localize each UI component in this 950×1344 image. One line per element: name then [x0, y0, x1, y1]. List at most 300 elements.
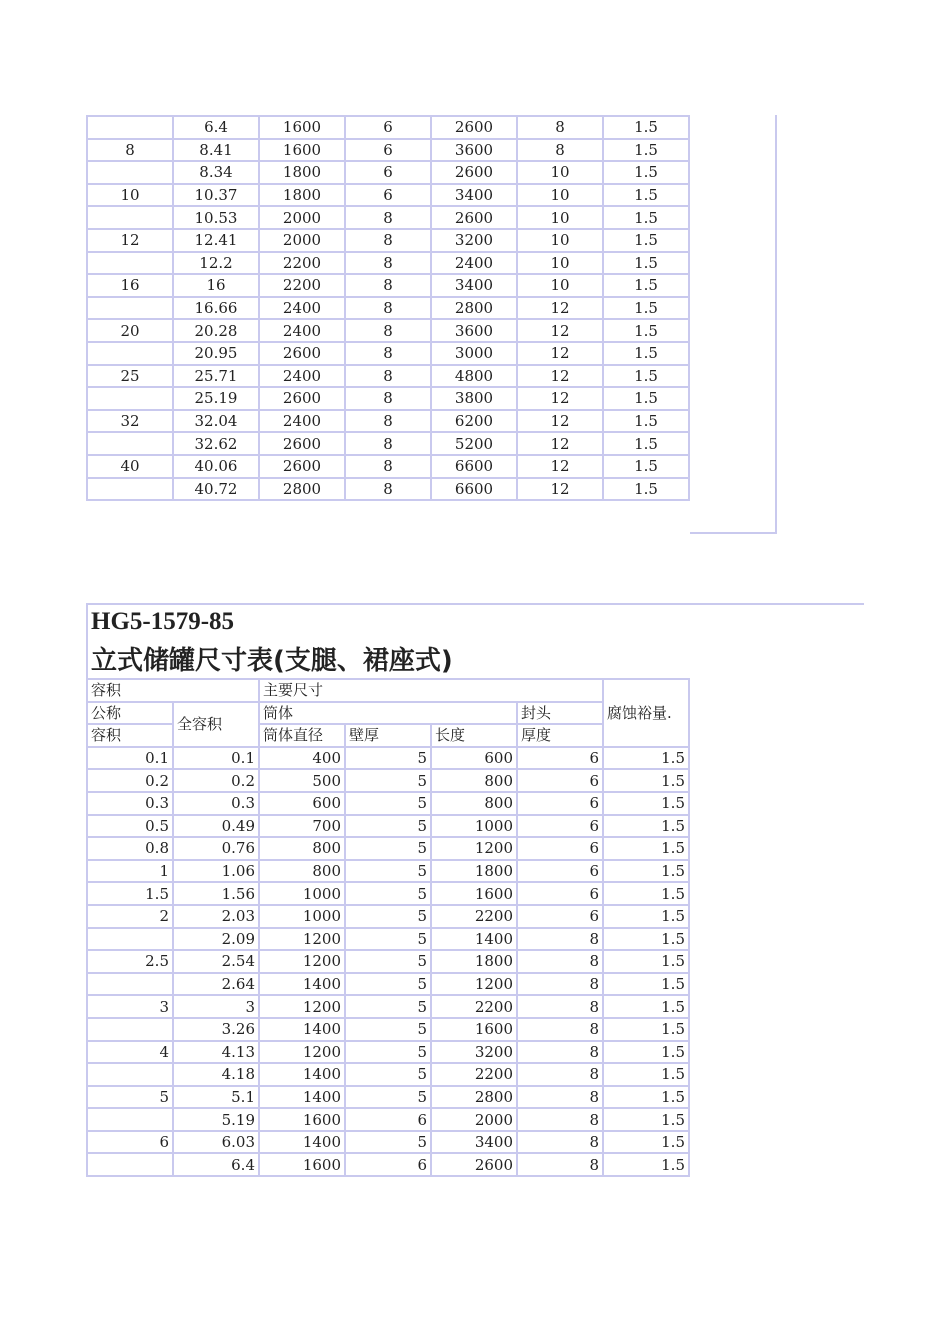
table-cell: 5	[345, 792, 431, 815]
table-cell: 10	[87, 184, 173, 207]
table-cell: 1400	[259, 1131, 345, 1154]
table-cell: 6	[345, 139, 431, 162]
table-cell: 800	[431, 769, 517, 792]
table-cell: 800	[259, 837, 345, 860]
table-cell: 8	[345, 387, 431, 410]
table-cell: 2800	[431, 297, 517, 320]
table-cell: 5	[345, 860, 431, 883]
table-row	[87, 1131, 689, 1154]
table-cell: 2600	[259, 455, 345, 478]
table-cell: 10.37	[173, 184, 259, 207]
table-cell: 1400	[259, 1086, 345, 1109]
table-cell: 12	[87, 229, 173, 252]
table-cell: 4	[87, 1041, 173, 1064]
table-cell: 1.5	[603, 116, 689, 139]
header-wall-thickness: 壁厚	[345, 724, 431, 747]
table-cell: 1.5	[603, 478, 689, 501]
table-cell: 1800	[431, 950, 517, 973]
table-row	[87, 297, 689, 320]
table-cell: 12	[517, 365, 603, 388]
tank-dimension-body	[87, 747, 689, 1176]
table-cell: 8	[345, 455, 431, 478]
table-cell: 12	[517, 342, 603, 365]
table-cell: 32.62	[173, 432, 259, 455]
table-cell: 1.06	[173, 860, 259, 883]
table-cell: 1.5	[603, 1153, 689, 1176]
table-cell: 10	[517, 252, 603, 275]
table-cell	[87, 432, 173, 455]
table-cell: 3400	[431, 1131, 517, 1154]
table-row	[87, 1018, 689, 1041]
table-row	[87, 950, 689, 973]
table-title: 立式储罐尺寸表(支腿、裙座式)	[91, 646, 453, 676]
table-cell: 2.54	[173, 950, 259, 973]
table-cell: 2800	[259, 478, 345, 501]
table-row	[87, 274, 689, 297]
table-cell: 3200	[431, 1041, 517, 1064]
table-cell: 8	[345, 365, 431, 388]
table-cell: 2400	[259, 365, 345, 388]
table-cell: 25.19	[173, 387, 259, 410]
table-cell: 0.2	[173, 769, 259, 792]
table-cell: 8	[345, 252, 431, 275]
table-row	[87, 1063, 689, 1086]
table-row	[87, 365, 689, 388]
table-cell: 0.3	[87, 792, 173, 815]
table-cell: 8	[517, 1153, 603, 1176]
table-cell: 1.5	[603, 274, 689, 297]
table-cell: 1.5	[87, 882, 173, 905]
header-corrosion: 腐蚀裕量.	[603, 679, 689, 747]
table-cell: 10	[517, 184, 603, 207]
table-cell: 5.1	[173, 1086, 259, 1109]
table-cell: 8.41	[173, 139, 259, 162]
table-cell: 6	[345, 1153, 431, 1176]
table-row	[87, 792, 689, 815]
table-cell: 5	[87, 1086, 173, 1109]
table-row	[87, 161, 689, 184]
table-cell: 1400	[259, 1018, 345, 1041]
table-cell: 12	[517, 455, 603, 478]
table-row	[87, 184, 689, 207]
table-row	[87, 252, 689, 275]
header-full-capacity: 全容积	[173, 702, 259, 747]
header-length: 长度	[431, 724, 517, 747]
header-capacity-2: 容积	[87, 724, 173, 747]
table-cell: 2600	[259, 432, 345, 455]
table-cell: 6.03	[173, 1131, 259, 1154]
table-cell: 2200	[431, 995, 517, 1018]
table-cell	[87, 252, 173, 275]
table-cell: 8	[345, 319, 431, 342]
table-cell: 800	[259, 860, 345, 883]
table-cell: 5	[345, 1063, 431, 1086]
table-cell: 6	[517, 815, 603, 838]
table-cell: 8.34	[173, 161, 259, 184]
table-cell	[87, 1063, 173, 1086]
table-row	[87, 905, 689, 928]
table-cell: 1.5	[603, 297, 689, 320]
header-row-2	[87, 702, 689, 725]
table-cell: 10	[517, 274, 603, 297]
header-shell: 筒体	[259, 702, 517, 725]
table-cell: 0.3	[173, 792, 259, 815]
table-cell: 8	[345, 410, 431, 433]
section-frame-left	[86, 603, 88, 683]
table-cell: 1.5	[603, 1063, 689, 1086]
table-cell: 6	[517, 860, 603, 883]
table-row	[87, 455, 689, 478]
table-row	[87, 837, 689, 860]
table-cell: 16	[87, 274, 173, 297]
table-cell	[87, 387, 173, 410]
table-cell: 1.5	[603, 882, 689, 905]
table-cell: 8	[345, 478, 431, 501]
table-cell: 2400	[259, 410, 345, 433]
table-cell: 6	[345, 184, 431, 207]
table-cell: 5	[345, 973, 431, 996]
table-cell: 1.5	[603, 365, 689, 388]
table-cell: 1000	[259, 905, 345, 928]
table-row	[87, 747, 689, 770]
table-cell: 4800	[431, 365, 517, 388]
table-row	[87, 1041, 689, 1064]
table-cell: 1.5	[603, 747, 689, 770]
table-cell: 5	[345, 950, 431, 973]
table-cell: 1.5	[603, 995, 689, 1018]
table-cell: 6	[345, 161, 431, 184]
table-continued-body	[87, 116, 689, 500]
table-cell: 3	[173, 995, 259, 1018]
table-cell: 4.13	[173, 1041, 259, 1064]
table-cell: 8	[345, 274, 431, 297]
table-row	[87, 928, 689, 951]
standard-code: HG5-1579-85	[91, 608, 235, 635]
table-cell	[87, 342, 173, 365]
table-cell: 8	[517, 928, 603, 951]
table-row	[87, 229, 689, 252]
table-cell: 2600	[431, 1153, 517, 1176]
table-cell: 3600	[431, 139, 517, 162]
table-cell: 6	[517, 769, 603, 792]
table-cell: 0.2	[87, 769, 173, 792]
table-cell: 40.06	[173, 455, 259, 478]
table-cell: 2	[87, 905, 173, 928]
table-cell: 5200	[431, 432, 517, 455]
table-cell: 1200	[259, 950, 345, 973]
table-cell: 1.5	[603, 1108, 689, 1131]
table-cell: 20.95	[173, 342, 259, 365]
table-cell: 6	[345, 116, 431, 139]
table-cell: 1.5	[603, 928, 689, 951]
table-cell: 1.5	[603, 139, 689, 162]
table-cell: 8	[517, 1131, 603, 1154]
table-cell: 2200	[431, 1063, 517, 1086]
table-cell: 8	[87, 139, 173, 162]
table-cell: 1.5	[603, 1018, 689, 1041]
table-cell: 0.76	[173, 837, 259, 860]
table-cell: 10.53	[173, 206, 259, 229]
header-thickness: 厚度	[517, 724, 603, 747]
table-cell: 1.5	[603, 815, 689, 838]
table-row	[87, 319, 689, 342]
table-frame-bottom	[690, 532, 777, 534]
table-cell: 0.5	[87, 815, 173, 838]
table-cell: 3.26	[173, 1018, 259, 1041]
table-cell: 1600	[259, 116, 345, 139]
table-cell: 2000	[431, 1108, 517, 1131]
table-cell: 10	[517, 161, 603, 184]
table-cell: 5	[345, 928, 431, 951]
table-cell: 5	[345, 1041, 431, 1064]
table-cell: 8	[517, 1063, 603, 1086]
table-row	[87, 1153, 689, 1176]
table-cell: 1200	[259, 995, 345, 1018]
table-cell: 40.72	[173, 478, 259, 501]
table-cell: 6	[517, 792, 603, 815]
table-cell: 10	[517, 229, 603, 252]
table-cell: 5	[345, 995, 431, 1018]
header-row-1	[87, 679, 689, 702]
table-cell: 800	[431, 792, 517, 815]
table-cell: 1600	[259, 1153, 345, 1176]
table-cell: 1.5	[603, 973, 689, 996]
table-cell: 0.49	[173, 815, 259, 838]
table-cell: 8	[517, 1108, 603, 1131]
table-cell: 6600	[431, 455, 517, 478]
table-cell: 5	[345, 769, 431, 792]
table-cell: 2200	[431, 905, 517, 928]
table-cell: 1.5	[603, 410, 689, 433]
table-cell: 1800	[259, 161, 345, 184]
table-cell: 6200	[431, 410, 517, 433]
table-cell: 40	[87, 455, 173, 478]
table-cell: 500	[259, 769, 345, 792]
table-cell: 8	[345, 432, 431, 455]
table-cell: 12	[517, 387, 603, 410]
table-row	[87, 815, 689, 838]
table-cell: 1800	[431, 860, 517, 883]
table-row	[87, 1086, 689, 1109]
table-cell	[87, 928, 173, 951]
table-cell: 2.5	[87, 950, 173, 973]
table-cell: 1600	[259, 139, 345, 162]
table-cell: 20	[87, 319, 173, 342]
table-row	[87, 432, 689, 455]
table-cell: 1.5	[603, 769, 689, 792]
table-cell: 8	[345, 229, 431, 252]
table-cell: 700	[259, 815, 345, 838]
table-row	[87, 1108, 689, 1131]
table-cell	[87, 206, 173, 229]
table-cell: 1.5	[603, 455, 689, 478]
table-row	[87, 139, 689, 162]
table-cell: 3200	[431, 229, 517, 252]
table-cell: 1200	[431, 973, 517, 996]
table-cell: 1800	[259, 184, 345, 207]
table-cell: 6	[517, 747, 603, 770]
table-cell: 5	[345, 882, 431, 905]
table-cell: 8	[517, 139, 603, 162]
table-cell: 5.19	[173, 1108, 259, 1131]
table-cell: 1.5	[603, 252, 689, 275]
table-cell: 1.5	[603, 319, 689, 342]
table-cell: 3400	[431, 184, 517, 207]
table-cell: 2600	[431, 161, 517, 184]
table-cell: 1200	[259, 1041, 345, 1064]
table-cell: 2400	[431, 252, 517, 275]
table-cell: 3400	[431, 274, 517, 297]
header-nominal: 公称	[87, 702, 173, 725]
table-cell: 1.5	[603, 1131, 689, 1154]
table-cell	[87, 161, 173, 184]
table-cell: 32.04	[173, 410, 259, 433]
table-cell: 6	[517, 837, 603, 860]
table-cell: 1.5	[603, 387, 689, 410]
table-row	[87, 387, 689, 410]
table-cell	[87, 1153, 173, 1176]
table-cell: 16	[173, 274, 259, 297]
table-cell: 8	[517, 116, 603, 139]
table-cell: 5	[345, 747, 431, 770]
table-cell: 2600	[431, 116, 517, 139]
table-cell: 8	[517, 1041, 603, 1064]
table-cell: 1400	[259, 1063, 345, 1086]
table-cell: 2400	[259, 319, 345, 342]
table-cell: 8	[517, 1018, 603, 1041]
table-cell: 20.28	[173, 319, 259, 342]
table-cell: 8	[517, 950, 603, 973]
table-cell: 600	[431, 747, 517, 770]
table-cell: 2.64	[173, 973, 259, 996]
table-cell: 6	[87, 1131, 173, 1154]
table-row	[87, 882, 689, 905]
table-cell: 1.5	[603, 1041, 689, 1064]
table-cell: 5	[345, 905, 431, 928]
table-cell: 3000	[431, 342, 517, 365]
table-cell: 3	[87, 995, 173, 1018]
table-cell: 1.5	[603, 837, 689, 860]
table-cell: 12	[517, 297, 603, 320]
table-cell: 12	[517, 319, 603, 342]
table-cell: 1200	[259, 928, 345, 951]
table-cell: 1.5	[603, 432, 689, 455]
table-cell: 2.09	[173, 928, 259, 951]
table-cell: 2600	[259, 342, 345, 365]
table-cell: 8	[345, 297, 431, 320]
table-cell: 600	[259, 792, 345, 815]
table-cell: 1200	[431, 837, 517, 860]
table-cell: 32	[87, 410, 173, 433]
table-cell: 5	[345, 1131, 431, 1154]
table-cell	[87, 297, 173, 320]
table-cell: 1.5	[603, 342, 689, 365]
table-cell: 2800	[431, 1086, 517, 1109]
table-cell: 12	[517, 478, 603, 501]
table-cell: 8	[517, 973, 603, 996]
table-cell: 12	[517, 432, 603, 455]
table-cell: 8	[517, 1086, 603, 1109]
table-cell: 8	[345, 342, 431, 365]
table-row	[87, 206, 689, 229]
table-cell: 2000	[259, 229, 345, 252]
table-cell: 12.2	[173, 252, 259, 275]
table-cell: 10	[517, 206, 603, 229]
table-cell: 5	[345, 1018, 431, 1041]
table-cell: 3800	[431, 387, 517, 410]
table-cell: 1600	[431, 882, 517, 905]
table-cell	[87, 116, 173, 139]
table-cell: 1000	[259, 882, 345, 905]
table-cell: 5	[345, 1086, 431, 1109]
section-divider	[86, 603, 864, 605]
table-cell: 4.18	[173, 1063, 259, 1086]
header-head: 封头	[517, 702, 603, 725]
table-cell: 6.4	[173, 1153, 259, 1176]
table-cell: 2600	[431, 206, 517, 229]
table-cell	[87, 478, 173, 501]
table-cell: 12	[517, 410, 603, 433]
table-cell: 5	[345, 815, 431, 838]
table-row	[87, 995, 689, 1018]
table-row	[87, 478, 689, 501]
table-cell: 6	[517, 905, 603, 928]
table-cell: 1.5	[603, 950, 689, 973]
table-cell: 8	[345, 206, 431, 229]
table-cell: 1	[87, 860, 173, 883]
table-cell: 1.5	[603, 792, 689, 815]
header-shell-diameter: 筒体直径	[259, 724, 345, 747]
table-cell: 0.1	[87, 747, 173, 770]
table-cell: 1400	[431, 928, 517, 951]
table-cell: 400	[259, 747, 345, 770]
table-cell: 1.5	[603, 905, 689, 928]
table-cell: 1.5	[603, 184, 689, 207]
table-cell: 5	[345, 837, 431, 860]
table-cell: 1600	[431, 1018, 517, 1041]
tank-dimension-table	[86, 678, 690, 1177]
table-cell: 1.5	[603, 161, 689, 184]
table-cell: 1.5	[603, 206, 689, 229]
table-cell: 2200	[259, 252, 345, 275]
table-cell: 12.41	[173, 229, 259, 252]
table-cell: 2400	[259, 297, 345, 320]
table-cell: 6.4	[173, 116, 259, 139]
table-cell: 1600	[259, 1108, 345, 1131]
table-cell: 1.56	[173, 882, 259, 905]
table-cell: 2600	[259, 387, 345, 410]
table-cell: 25	[87, 365, 173, 388]
header-main-dims: 主要尺寸	[259, 679, 603, 702]
table-cell: 1.5	[603, 860, 689, 883]
table-cell: 0.1	[173, 747, 259, 770]
table-cell: 16.66	[173, 297, 259, 320]
table-cell: 6	[517, 882, 603, 905]
table-row	[87, 860, 689, 883]
table-row	[87, 342, 689, 365]
table-cell: 6600	[431, 478, 517, 501]
table-cell	[87, 973, 173, 996]
table-cell: 0.8	[87, 837, 173, 860]
header-capacity: 容积	[87, 679, 259, 702]
table-cell: 1.5	[603, 229, 689, 252]
table-cell: 25.71	[173, 365, 259, 388]
table-row	[87, 973, 689, 996]
table-continued	[86, 115, 690, 501]
table-cell: 6	[345, 1108, 431, 1131]
table-cell: 1000	[431, 815, 517, 838]
table-cell: 2200	[259, 274, 345, 297]
